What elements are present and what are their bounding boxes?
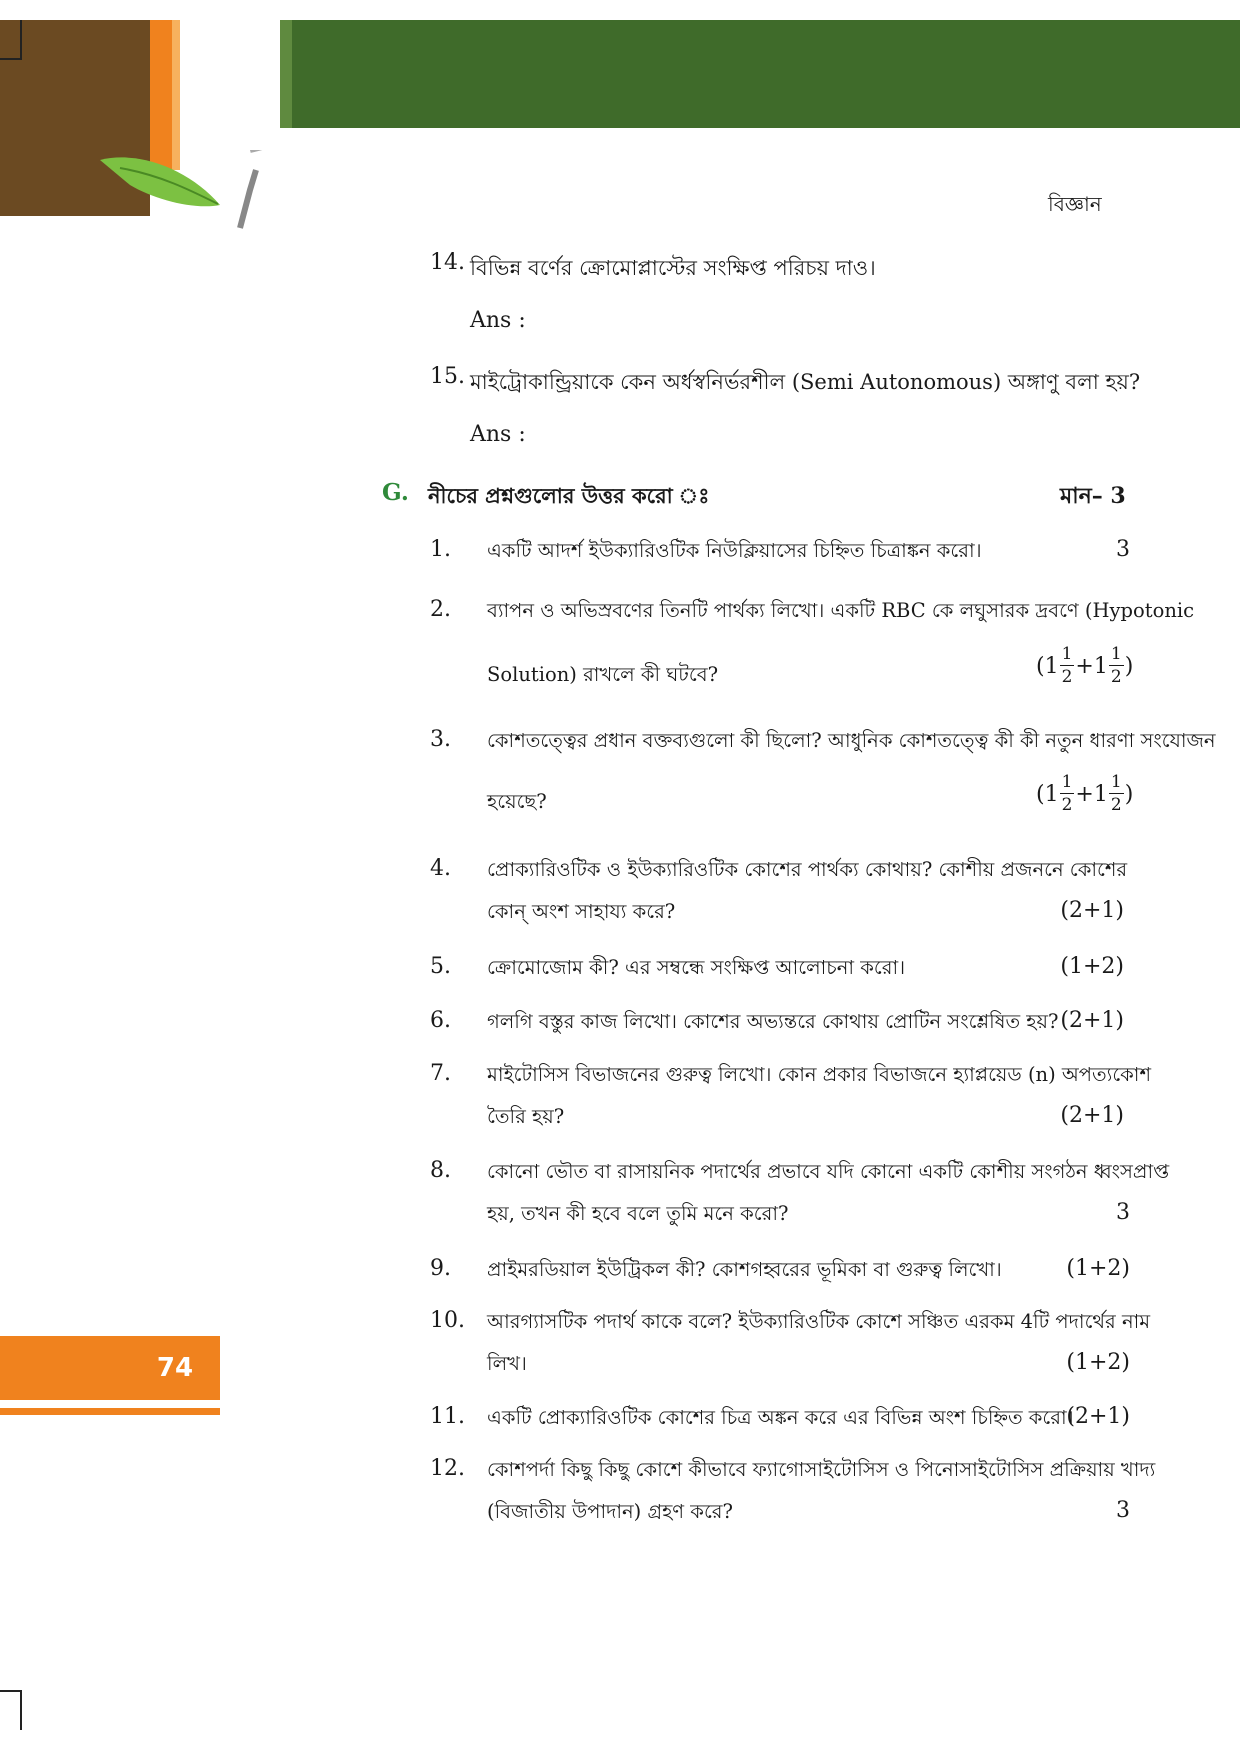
question-number: 5. (430, 954, 451, 979)
question-text: বিভিন্ন বর্ণের ক্রোমোপ্লাস্টের সংক্ষিপ্ত পরিচয় দাও। (470, 256, 876, 280)
header-green-band (280, 20, 1240, 128)
fraction-numerator: 1 (1110, 772, 1122, 792)
page-tab-line (0, 1408, 220, 1415)
fraction-whole: 1 (1044, 781, 1059, 807)
question-number: 9. (430, 1256, 451, 1281)
answer-label: Ans : (470, 422, 526, 447)
question-text: তৈরি হয়? (487, 1105, 565, 1128)
question-text: হয়েছে? (487, 790, 547, 813)
fraction-numerator: 1 (1061, 772, 1073, 792)
question-number: 7. (430, 1061, 451, 1086)
question-number: 10. (430, 1308, 465, 1333)
fraction-denominator: 2 (1110, 795, 1122, 815)
question-text: প্রোক্যারিওটিক ও ইউক্যারিওটিক কোশের পার্থক্য কোথায়? কোশীয় প্রজননে কোশের (487, 858, 1128, 881)
question-number: 4. (430, 856, 451, 881)
question-text: হয়, তখন কী হবে বলে তুমি মনে করো? (487, 1202, 789, 1225)
question-number: 11. (430, 1404, 465, 1429)
question-text: মাইটোসিস বিভাজনের গুরুত্ব লিখো। কোন প্রকার বিভাজনে হ্যাপ্লয়েড (n) অপত্যকোশ (487, 1063, 1151, 1086)
question-mark: (2+1) (1060, 1103, 1124, 1128)
fraction-whole: 1 (1044, 653, 1059, 679)
question-text: প্রাইমরডিয়াল ইউট্রিকল কী? কোশগহ্বরের ভূমিকা বা গুরুত্ব লিখো। (487, 1258, 1002, 1281)
fraction-denominator: 2 (1110, 667, 1122, 687)
fraction-numerator: 1 (1110, 644, 1122, 664)
question-number: 12. (430, 1456, 465, 1481)
question-mark: 3 (1116, 1498, 1130, 1523)
question-mark: (1+2) (1066, 1256, 1130, 1281)
question-number: 15. (430, 364, 465, 389)
fraction-whole: 1 (1093, 781, 1108, 807)
question-text: লিখ। (487, 1352, 527, 1375)
question-text: (বিজাতীয় উপাদান) গ্রহণ করে? (487, 1500, 733, 1523)
crop-mark (20, 20, 22, 60)
crop-mark (0, 58, 20, 60)
answer-label: Ans : (470, 308, 526, 333)
page-number: 74 (156, 1353, 194, 1383)
question-mark: (2+1) (1060, 1008, 1124, 1033)
question-text: গলগি বস্তুর কাজ লিখো। কোশের অভ্যন্তরে কোথায় প্রোটিন সংশ্লেষিত হয়? (487, 1010, 1059, 1033)
question-mark: (1+2) (1066, 1350, 1130, 1375)
mixed-fraction-mark: ( 1 $\frac{1}{2}$ + 1 $\frac{1}{2}$ ) (1036, 772, 1134, 815)
fraction-denominator: 2 (1061, 667, 1073, 687)
question-text: ক্রোমোজোম কী? এর সম্বন্ধে সংক্ষিপ্ত আলোচনা করো। (487, 956, 906, 979)
header-light-orange-stripe (172, 20, 180, 170)
question-text: একটি আদর্শ ইউক্যারিওটিক নিউক্লিয়াসের চিহ্নিত চিত্রাঙ্কন করো। (487, 539, 982, 562)
question-mark: 3 (1116, 1200, 1130, 1225)
question-text: মাইট্রোকান্ড্রিয়াকে কেন অর্ধস্বনির্ভরশীল (Semi Autonomous) অঙ্গাণু বলা হয়? (470, 370, 1141, 394)
question-mark: (1+2) (1060, 954, 1124, 979)
question-text: একটি প্রোক্যারিওটিক কোশের চিত্র অঙ্কন করে এর বিভিন্ন অংশ চিহ্নিত করো। (487, 1406, 1074, 1429)
fraction-denominator: 2 (1061, 795, 1073, 815)
question-text: কোশপর্দা কিছু কিছু কোশে কীভাবে ফ্যাগোসাইটোসিস ও পিনোসাইটোসিস প্রক্রিয়ায় খাদ্য (487, 1458, 1156, 1481)
question-mark: 3 (1116, 537, 1130, 562)
fraction-whole: 1 (1093, 653, 1108, 679)
leaf-icon (100, 150, 270, 230)
question-text: Solution) রাখলে কী ঘটবে? (487, 663, 719, 686)
question-mark: (2+1) (1066, 1404, 1130, 1429)
section-title: নীচের প্রশ্নগুলোর উত্তর করো ঃ (428, 483, 710, 508)
subject-label: বিজ্ঞান (1048, 192, 1102, 216)
question-number: 8. (430, 1158, 451, 1183)
question-number: 1. (430, 537, 451, 562)
section-marks: মান– 3 (1060, 483, 1126, 509)
question-text: কোনো ভৌত বা রাসায়নিক পদার্থের প্রভাবে যদি কোনো একটি কোশীয় সংগঠন ধ্বংসপ্রাপ্ত (487, 1160, 1170, 1183)
header-green-edge (280, 20, 292, 128)
question-text: আরগ্যাসটিক পদার্থ কাকে বলে? ইউক্যারিওটিক কোশে সঞ্চিত এরকম 4টি পদার্থের নাম (487, 1310, 1151, 1333)
mixed-fraction-mark: ( 1 $\frac{1}{2}$ + 1 $\frac{1}{2}$ ) (1036, 644, 1134, 687)
fraction-numerator: 1 (1061, 644, 1073, 664)
question-number: 3. (430, 727, 451, 752)
section-letter: G. (382, 479, 409, 506)
question-text: ব্যাপন ও অভিস্রবণের তিনটি পার্থক্য লিখো। একটি RBC কে লঘুসারক দ্রবণে (Hypotonic (487, 599, 1195, 622)
question-text: কোন্ অংশ সাহায্য করে? (487, 900, 676, 923)
crop-mark (20, 1690, 22, 1730)
question-number: 14. (430, 250, 465, 275)
crop-mark (0, 1690, 20, 1692)
question-number: 2. (430, 597, 451, 622)
question-mark: (2+1) (1060, 898, 1124, 923)
question-number: 6. (430, 1008, 451, 1033)
question-text: কোশতত্ত্বের প্রধান বক্তব্যগুলো কী ছিলো? আধুনিক কোশতত্ত্বে কী কী নতুন ধারণা সংযোজন (487, 729, 1216, 752)
